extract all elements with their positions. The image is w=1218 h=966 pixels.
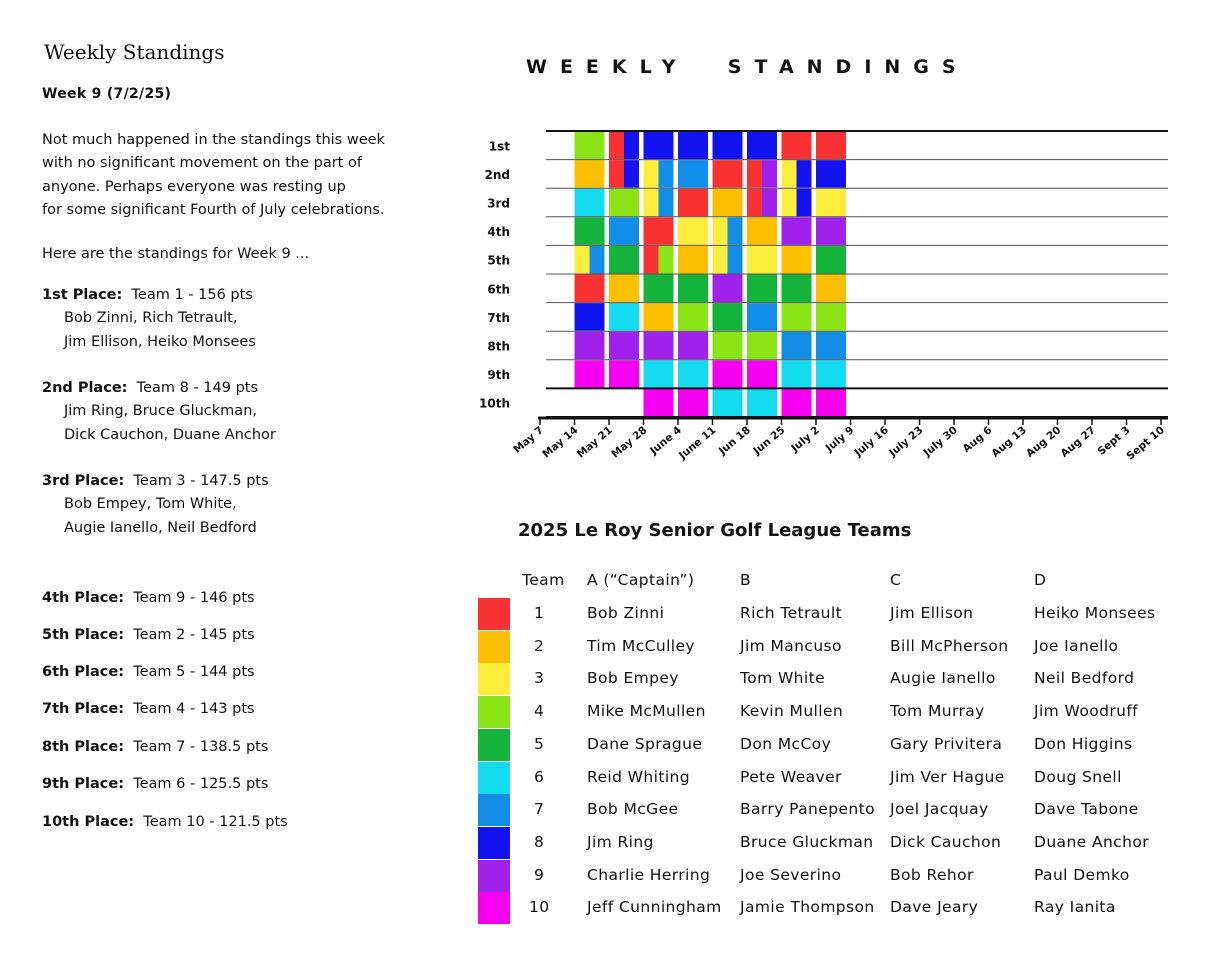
- x-tick-label: May 28: [609, 424, 650, 461]
- team-color-swatch: [478, 631, 510, 663]
- standing-cell: [747, 303, 777, 331]
- rank-label: 2nd: [484, 167, 510, 182]
- standing-cell: [713, 360, 743, 388]
- standing-item: [42, 661, 442, 684]
- standing-item: [42, 284, 442, 354]
- standing-cell: [678, 360, 708, 388]
- intro-paragraph: [42, 129, 422, 222]
- player-b: Jim Mancuso: [740, 636, 842, 655]
- standing-cell: [747, 189, 762, 217]
- standing-summary: Team 9 - 146 pts: [124, 590, 255, 606]
- x-tick-label: June 11: [676, 424, 719, 462]
- player-a: Charlie Herring: [587, 865, 711, 884]
- x-tick-label: Jun 18: [716, 424, 753, 458]
- standing-place: 4th Place:: [42, 590, 125, 606]
- standing-cell: [782, 246, 812, 274]
- team-number: 2: [534, 636, 545, 655]
- standing-cell: [747, 160, 762, 188]
- rank-label: 10th: [479, 396, 510, 411]
- player-c: Dick Cauchon: [890, 832, 1002, 851]
- standing-cell: [782, 389, 812, 417]
- player-b: Kevin Mullen: [740, 702, 844, 721]
- standing-cell: [747, 389, 777, 417]
- player-b: Pete Weaver: [740, 767, 842, 786]
- standing-members: Jim Ellison, Heiko Monsees: [64, 333, 256, 350]
- standing-cell: [782, 217, 812, 245]
- standing-cell: [575, 189, 605, 217]
- standing-cell: [713, 303, 743, 331]
- standing-cell: [713, 246, 728, 274]
- standing-item: [42, 470, 442, 540]
- player-c: Dave Jeary: [890, 898, 979, 917]
- standing-place: 3rd Place:: [42, 473, 125, 489]
- x-tick-label: Aug 6: [960, 424, 995, 456]
- standing-cell: [747, 360, 777, 388]
- player-d: Neil Bedford: [1034, 669, 1135, 688]
- standing-cell: [590, 246, 605, 274]
- x-tick-label: July 30: [921, 424, 960, 460]
- standing-cell: [609, 217, 639, 245]
- x-tick-label: May 7: [511, 424, 546, 456]
- player-a: Bob Empey: [587, 669, 679, 688]
- rank-label: 1st: [488, 139, 510, 154]
- standing-summary: Team 7 - 138.5 pts: [124, 739, 269, 755]
- player-d: Duane Anchor: [1034, 832, 1149, 851]
- standing-cell: [609, 160, 624, 188]
- standing-summary: Team 4 - 143 pts: [124, 701, 255, 717]
- player-d: Joe Ianello: [1034, 636, 1119, 655]
- team-number: 10: [529, 898, 550, 917]
- lead-in: Here are the standings for Week 9 ...: [42, 246, 310, 262]
- standing-cell: [747, 246, 777, 274]
- player-a: Reid Whiting: [587, 767, 690, 786]
- page-title: Weekly Standings: [44, 40, 225, 64]
- standing-cell: [575, 360, 605, 388]
- standing-cell: [659, 246, 674, 274]
- team-number: 6: [534, 767, 545, 786]
- player-a: Bob Zinni: [587, 604, 665, 622]
- standing-cell: [644, 275, 674, 303]
- team-number: 8: [534, 832, 545, 851]
- x-tick-label: Sept 3: [1095, 424, 1133, 458]
- x-tick-label: Aug 13: [989, 424, 1029, 460]
- standing-cell: [644, 132, 674, 160]
- standing-place: 2nd Place:: [42, 380, 128, 396]
- player-d: Paul Demko: [1034, 865, 1130, 884]
- standing-place: 10th Place:: [42, 814, 135, 830]
- teams-header-cell: D: [1034, 571, 1047, 589]
- standing-cell: [624, 132, 639, 160]
- standing-item: [42, 377, 442, 447]
- week-label: Week 9 (7/2/25): [42, 86, 172, 102]
- standing-cell: [728, 246, 743, 274]
- player-c: Augie Ianello: [890, 669, 996, 688]
- teams-title: 2025 Le Roy Senior Golf League Teams: [518, 520, 912, 541]
- standing-summary: Team 5 - 144 pts: [124, 664, 255, 680]
- team-color-swatch: [478, 729, 510, 761]
- standing-cell: [816, 160, 846, 188]
- player-d: Dave Tabone: [1034, 800, 1139, 819]
- standing-cell: [747, 132, 777, 160]
- team-color-swatch: [478, 663, 510, 695]
- intro-line: Not much happened in the standings this week: [42, 132, 385, 148]
- standing-cell: [659, 160, 674, 188]
- player-d: Don Higgins: [1034, 734, 1133, 753]
- standing-place: 1st Place:: [42, 287, 123, 303]
- standing-cell: [678, 160, 708, 188]
- teams-header-cell: A (“Captain”): [587, 571, 695, 589]
- standing-cell: [609, 189, 639, 217]
- rank-label: 6th: [487, 282, 510, 297]
- standing-cell: [644, 189, 659, 217]
- standing-cell: [816, 246, 846, 274]
- rank-label: 5th: [487, 253, 510, 268]
- standing-cell: [728, 217, 743, 245]
- standing-cell: [797, 160, 812, 188]
- standing-cell: [713, 132, 743, 160]
- standing-cell: [816, 132, 846, 160]
- teams-header-cell: C: [890, 571, 902, 589]
- standing-summary: Team 6 - 125.5 pts: [124, 776, 269, 792]
- team-number: 5: [534, 734, 545, 753]
- x-tick-label: May 14: [540, 424, 581, 461]
- x-tick-label: Sept 10: [1124, 424, 1167, 463]
- standing-cell: [678, 275, 708, 303]
- standing-cell: [644, 332, 674, 360]
- standing-item: [42, 773, 442, 796]
- player-d: Heiko Monsees: [1034, 604, 1156, 622]
- standing-item: [42, 811, 442, 834]
- standing-cell: [762, 189, 777, 217]
- standing-cell: [678, 389, 708, 417]
- standing-item: [42, 587, 442, 610]
- standing-cell: [782, 303, 812, 331]
- rank-label: 3rd: [487, 196, 510, 211]
- standing-cell: [609, 132, 624, 160]
- standing-cell: [609, 332, 639, 360]
- player-a: Jeff Cunningham: [587, 898, 722, 917]
- team-color-swatch: [478, 892, 510, 924]
- standing-summary: Team 10 - 121.5 pts: [134, 814, 288, 830]
- rank-label: 9th: [487, 368, 510, 383]
- standing-cell: [678, 303, 708, 331]
- standing-cell: [747, 332, 777, 360]
- player-b: Tom White: [740, 669, 826, 688]
- standing-cell: [644, 217, 674, 245]
- rank-label: 4th: [487, 225, 510, 240]
- standings-chart: [470, 118, 1180, 478]
- standing-cell: [644, 360, 674, 388]
- player-a: Dane Sprague: [587, 734, 703, 753]
- player-b: Joe Severino: [740, 865, 842, 884]
- player-b: Rich Tetrault: [740, 604, 843, 622]
- standing-cell: [782, 160, 797, 188]
- standing-cell: [816, 389, 846, 417]
- standing-cell: [713, 275, 743, 303]
- standing-cell: [782, 189, 797, 217]
- player-c: Gary Privitera: [890, 734, 1003, 753]
- player-b: Barry Panepento: [740, 800, 875, 819]
- standing-place: 7th Place:: [42, 701, 125, 717]
- standing-cell: [575, 332, 605, 360]
- player-c: Joel Jacquay: [890, 800, 989, 819]
- standing-cell: [678, 132, 708, 160]
- standing-cell: [816, 360, 846, 388]
- standing-cell: [713, 160, 743, 188]
- team-number: 4: [534, 702, 545, 721]
- team-color-swatch: [478, 827, 510, 859]
- standing-cell: [644, 160, 659, 188]
- player-d: Jim Woodruff: [1034, 702, 1139, 721]
- standing-cell: [575, 303, 605, 331]
- standing-cell: [624, 160, 639, 188]
- player-a: Jim Ring: [587, 832, 654, 851]
- standing-cell: [782, 275, 812, 303]
- team-color-swatch: [478, 794, 510, 826]
- standing-members: Bob Empey, Tom White,: [64, 496, 237, 513]
- standing-item: [42, 736, 442, 759]
- standing-cell: [713, 217, 728, 245]
- player-c: Jim Ver Hague: [890, 767, 1005, 786]
- standing-cell: [816, 275, 846, 303]
- standing-cell: [644, 246, 659, 274]
- standing-place: 6th Place:: [42, 664, 125, 680]
- player-b: Bruce Gluckman: [740, 832, 874, 851]
- team-number: 9: [534, 865, 545, 884]
- standing-cell: [816, 332, 846, 360]
- player-d: Doug Snell: [1034, 767, 1122, 786]
- x-tick-label: July 23: [887, 424, 926, 460]
- standing-place: 9th Place:: [42, 776, 125, 792]
- player-a: Tim McCulley: [587, 636, 695, 655]
- standing-cell: [575, 275, 605, 303]
- standing-cell: [575, 217, 605, 245]
- standing-cell: [797, 189, 812, 217]
- team-number: 1: [534, 604, 545, 622]
- standing-members: Bob Zinni, Rich Tetrault,: [64, 310, 238, 327]
- standing-cell: [644, 303, 674, 331]
- standing-cell: [575, 246, 590, 274]
- standing-cell: [609, 303, 639, 331]
- intro-line: anyone. Perhaps everyone was resting up: [42, 178, 346, 195]
- standing-summary: Team 8 - 149 pts: [127, 380, 259, 396]
- standing-summary: Team 2 - 145 pts: [124, 627, 255, 643]
- team-color-swatch: [478, 598, 510, 630]
- standing-cell: [659, 189, 674, 217]
- team-color-swatch: [478, 762, 510, 794]
- standing-cell: [575, 160, 605, 188]
- player-a: Bob McGee: [587, 800, 679, 819]
- teams-header-cell: Team: [522, 571, 565, 589]
- x-tick-label: May 21: [574, 424, 615, 461]
- standing-summary: Team 1 - 156 pts: [122, 287, 253, 303]
- intro-line: with no significant movement on the part of: [42, 155, 362, 172]
- rank-label: 7th: [487, 310, 510, 325]
- standing-cell: [747, 275, 777, 303]
- standing-cell: [609, 275, 639, 303]
- standing-cell: [816, 189, 846, 217]
- standing-cell: [678, 217, 708, 245]
- standing-cell: [816, 303, 846, 331]
- standing-cell: [782, 332, 812, 360]
- team-color-swatch: [478, 696, 510, 728]
- standing-place: 5th Place:: [42, 627, 125, 643]
- chart-title: WEEKLY STANDINGS: [526, 56, 969, 78]
- standing-cell: [713, 332, 743, 360]
- x-tick-label: July 16: [852, 424, 891, 460]
- standing-item: [42, 624, 442, 647]
- player-d: Ray Ianita: [1034, 898, 1116, 917]
- standing-cell: [609, 360, 639, 388]
- rank-label: 8th: [487, 339, 510, 354]
- standing-cell: [609, 246, 639, 274]
- standing-members: Jim Ring, Bruce Gluckman,: [64, 403, 257, 420]
- standing-cell: [782, 360, 812, 388]
- standing-cell: [713, 389, 743, 417]
- standing-item: [42, 698, 442, 721]
- x-tick-label: Aug 20: [1024, 424, 1064, 460]
- standing-cell: [762, 160, 777, 188]
- player-c: Bob Rehor: [890, 865, 974, 884]
- x-tick-label: July 2: [789, 424, 822, 455]
- standing-members: Dick Cauchon, Duane Anchor: [64, 426, 276, 443]
- standing-cell: [747, 217, 777, 245]
- standing-cell: [678, 189, 708, 217]
- x-tick-label: July 9: [823, 424, 857, 455]
- intro-line: for some significant Fourth of July celebrations.: [42, 201, 385, 218]
- player-a: Mike McMullen: [587, 702, 706, 721]
- player-c: Tom Murray: [890, 702, 985, 721]
- standing-cell: [816, 217, 846, 245]
- standing-cell: [782, 132, 812, 160]
- standing-members: Augie Ianello, Neil Bedford: [64, 519, 257, 536]
- player-c: Jim Ellison: [890, 604, 974, 622]
- standing-cell: [575, 132, 605, 160]
- standing-place: 8th Place:: [42, 739, 125, 755]
- teams-header-cell: B: [740, 571, 752, 589]
- team-number: 3: [534, 669, 545, 688]
- x-tick-label: June 4: [647, 424, 684, 458]
- standing-summary: Team 3 - 147.5 pts: [124, 473, 269, 489]
- player-c: Bill McPherson: [890, 636, 1009, 655]
- x-tick-label: Jun 25: [751, 424, 788, 458]
- team-color-swatch: [478, 860, 510, 892]
- player-b: Don McCoy: [740, 734, 832, 753]
- team-number: 7: [534, 800, 545, 819]
- standing-cell: [678, 332, 708, 360]
- standing-cell: [713, 189, 743, 217]
- player-b: Jamie Thompson: [740, 898, 875, 917]
- standing-cell: [644, 389, 674, 417]
- standing-cell: [678, 246, 708, 274]
- x-tick-label: Aug 27: [1058, 424, 1098, 460]
